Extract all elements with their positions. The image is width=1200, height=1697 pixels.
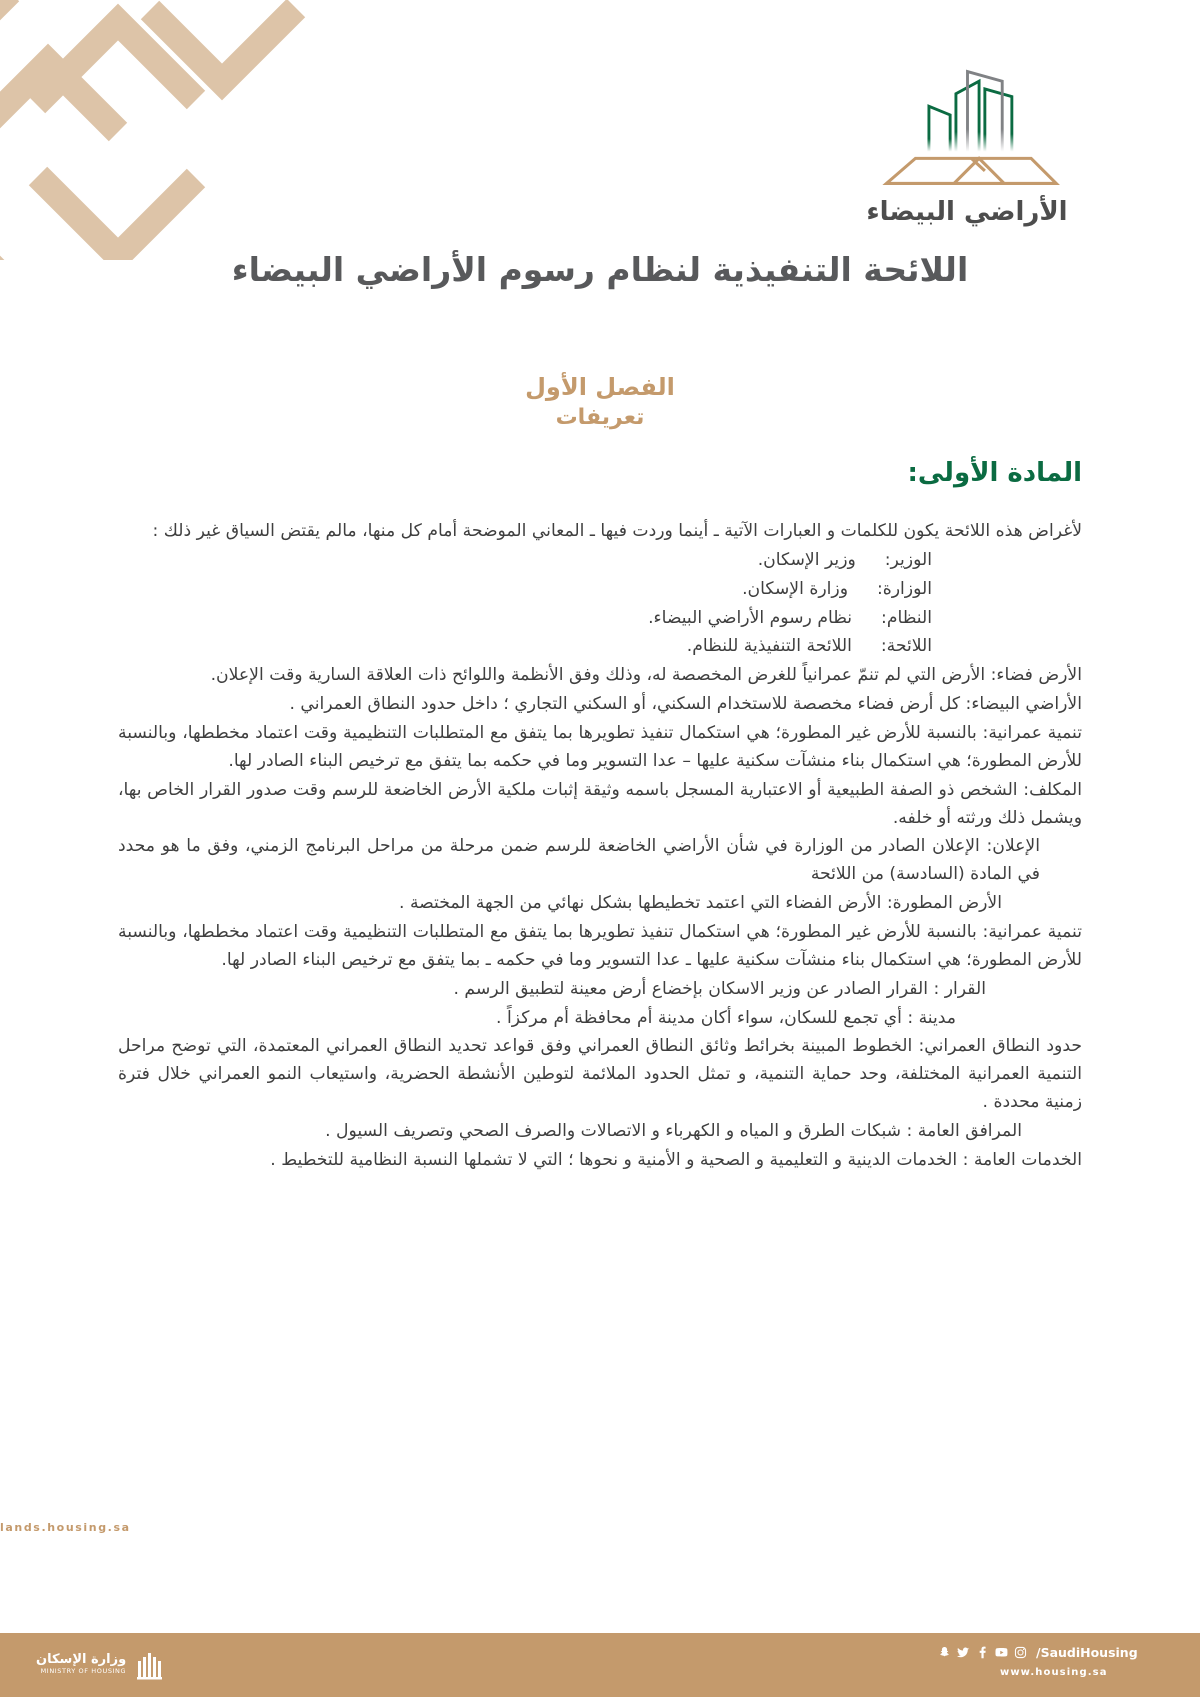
body-paragraph: المرافق العامة : شبكات الطرق و المياه و الكهرباء و الاتصالات والصرف الصحي وتصريف السيول . [325, 1121, 1022, 1142]
definition-text: وزارة الإسكان. [742, 578, 848, 599]
definition-row [118, 633, 1082, 661]
youtube-icon[interactable] [995, 1646, 1008, 1659]
definition-row [118, 547, 1082, 575]
ministry-of-housing-logo [36, 1647, 168, 1681]
body-paragraph: تنمية عمرانية: بالنسبة للأرض غير المطورة؛ هي استكمال تنفيذ تطويرها بما يتفق مع المتطلبات التنظيمية وقت اعتماد مخططها، وبالنسبة للأرض المطورة؛ هي استكمال بناء منشآت سكنية عليها – عدا التسوير وما في حكمه بما يتفق مع ترخيص البناء الصادر لها. [118, 723, 1082, 771]
footer-website[interactable]: www.housing.sa [1000, 1667, 1108, 1678]
definition-term: اللائحة: [880, 636, 932, 657]
body-paragraph: تنمية عمرانية: بالنسبة للأرض غير المطورة؛ هي استكمال تنفيذ تطويرها بما يتفق مع المتطلبات التنظيمية وقت اعتماد مخططها، وبالنسبة للأرض المطورة؛ هي استكمال بناء منشآت سكنية عليها ـ عدا التسوير وما في حكمه ـ بما يتفق مع ترخيص البناء الصادر لها. [118, 922, 1082, 970]
chapter-title: الفصل الأول [525, 373, 675, 401]
body-paragraph: الأرض المطورة: الأرض الفضاء التي اعتمد تخطيطها بشكل نهائي من الجهة المختصة . [399, 893, 1002, 914]
social-handle[interactable]: /SaudiHousing [1036, 1645, 1138, 1660]
body-paragraph: حدود النطاق العمراني: الخطوط المبينة بخرائط وثائق النطاق العمراني وفق قواعد تحديد النطاق العمراني المعتمدة، التي توضح مراحل التنمية العمرانية المختلفة، وحد حماية التنمية، و تمثل الحدود الملائمة لتوطين الأنشطة الحضرية، واستيعاب النمو العمراني خلال فترة زمنية محددة . [118, 1036, 1082, 1113]
instagram-icon[interactable] [1014, 1646, 1027, 1659]
ministry-name-en: MINISTRY OF HOUSING [40, 1666, 127, 1675]
body-paragraph: الأرض فضاء: الأرض التي لم تنمّ عمرانياً للغرض المخصصة له، وذلك وفق الأنظمة واللوائح ذات العلاقة السارية وقت الإعلان. [210, 665, 1082, 686]
body-paragraph: القرار : القرار الصادر عن وزير الاسكان بإخضاع أرض معينة لتطبيق الرسم . [453, 978, 986, 999]
definition-term: النظام: [881, 607, 932, 628]
article-heading: المادة الأولى: [907, 458, 1082, 488]
definition-row [118, 576, 1082, 604]
footer-bar [0, 1633, 1200, 1697]
twitter-icon[interactable] [957, 1646, 970, 1659]
snapchat-icon[interactable] [938, 1646, 951, 1659]
body-paragraph: الإعلان: الإعلان الصادر من الوزارة في شأن الأراضي الخاضعة للرسم ضمن مرحلة من مراحل البرنامج الزمني، وفق ما هو محدد في المادة (السادسة) من اللائحة [118, 836, 1040, 885]
chapter-heading-block [0, 371, 1200, 433]
article-body [118, 518, 1082, 1176]
body-paragraph: الأراضي البيضاء: كل أرض فضاء مخصصة للاستخدام السكني، أو السكني التجاري ؛ داخل حدود النطاق العمراني . [289, 694, 1082, 715]
body-paragraph: المكلف: الشخص ذو الصفة الطبيعية أو الاعتبارية المسجل باسمه وثيقة إثبات ملكية الأرض الخاضعة للرسم وقت صدور القرار الخاص بها، ويشمل ذلك ورثته أو خلفه. [118, 779, 1082, 828]
site-url[interactable]: lands.housing.sa [0, 1521, 131, 1534]
white-lands-logo-icon [870, 60, 1065, 195]
facebook-icon[interactable] [976, 1646, 989, 1659]
definition-text: نظام رسوم الأراضي البيضاء. [648, 607, 853, 628]
definition-text: وزير الإسكان. [757, 549, 856, 570]
brand-logo [852, 60, 1082, 227]
body-paragraph: مدينة : أي تجمع للسكان، سواء أكان مدينة أم محافظة أم مركزاً . [496, 1007, 956, 1028]
decorative-chevron-pattern [0, 0, 340, 260]
intro-paragraph: لأغراض هذه اللائحة يكون للكلمات و العبارات الآتية ـ أينما وردت فيها ـ المعاني الموضحة أمام كل منها، مالم يقتض السياق غير ذلك : [152, 521, 1082, 541]
ministry-emblem-icon [134, 1647, 168, 1681]
definition-term: الوزير: [884, 549, 932, 570]
definition-row [118, 605, 1082, 633]
chapter-subtitle: تعريفات [555, 405, 645, 431]
definition-term: الوزارة: [876, 578, 932, 599]
body-paragraph: الخدمات العامة : الخدمات الدينية و التعليمية و الصحية و الأمنية و نحوها ؛ التي لا تشملها النسبة النظامية للتخطيط . [270, 1149, 1082, 1170]
social-links[interactable] [938, 1645, 1138, 1660]
ministry-name-ar: وزارة الإسكان [36, 1652, 127, 1668]
page-title: اللائحة التنفيذية لنظام رسوم الأراضي البيضاء [231, 250, 969, 289]
logo-wordmark: الأراضي البيضاء [866, 197, 1068, 227]
definition-text: اللائحة التنفيذية للنظام. [686, 636, 852, 657]
